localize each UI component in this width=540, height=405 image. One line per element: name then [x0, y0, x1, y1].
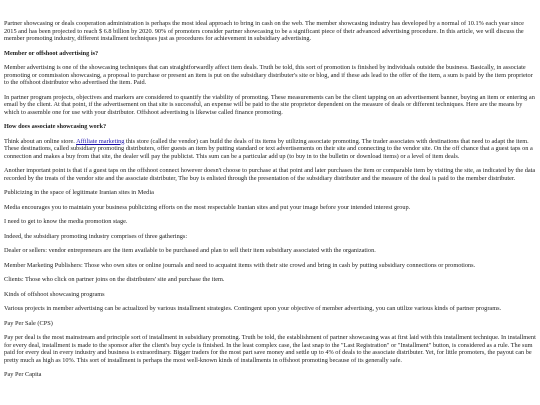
paragraph: Clients: Those who click on partner joins on the distributers' site and purchase the item.	[4, 276, 225, 283]
text: Think about an online store.	[4, 137, 77, 145]
paragraph: Another important point is that if a guest taps on the offshoot connect however doesn't choose to purchase at that point and later purchases the item or comparable item by visiting the site, as indicated by the data recorded by the treats of the vendor site and the associate distributer, The buy is enlisted through the presentation of the subsidiary distributer and the measure of the deal is paid to the member distributer.	[4, 167, 536, 182]
paragraph: Pay per deal is the most mainstream and principle sort of installment in subsidiary promoting. Truth be told, the establishment of partner showcasing was at first laid with this installment technique. In installment for every deal, installment is made to the sponsor after the client's buy cycle is finished. In the least complex case, the last snap to the "Last Registration" or "Installment" button, is considered as a rule. The sum paid for every deal in every industry and business is extraordinary. Bigger traders for the most part save money and settle up to 4% of deals to the associate distributer. Yet, for little promoters, the payout can be pretty much as high as 10%. This sort of installment is perhaps the most well-known kinds of installments in offshoot promoting because of its generally safe.	[4, 334, 536, 364]
paragraph: Kinds of offshoot showcasing programs	[4, 290, 105, 298]
paragraph: In partner program projects, objectives and markers are considered to quantify the viability of promoting. These measurements can be the client tapping on an advertisement banner, buying an item or entering an email by the client. At that point, if the advertisement on that site is successful, an expense will be paid to the site proprietor dependent on the measure of deals or different techniques. Here are the means by which to assemble one for use with your distributor. Offshoot advertising is likewise called finance promoting.	[4, 93, 535, 116]
intro-paragraph: Partner showcasing or deals cooperation administration is perhaps the most ideal approach to bring in cash on the web. The member showcasing industry has developed by a normal of 10.1% each year since 2015 and has been projected to reach $ 6.8 billion by 2020. 90% of promoters consider partner showcasing to be a significant piece of their advanced advertising procedure. In this article, we will discuss the member promoting industry, different installment techniques just as procedures for achievement in subsidiary advertising.	[4, 20, 524, 42]
paragraph-with-link	[4, 138, 536, 161]
paragraph: Dealer or sellers: vendor entrepreneurs are the item available to be purchased and plan to sell their item subsidiary associated with the organization.	[4, 247, 376, 254]
paragraph: I need to get to know the media promotion stage.	[4, 218, 128, 225]
section-heading-how-it-works: How does associate showcasing work?	[4, 123, 107, 130]
text: this store (called the vendor) can build the deals of its items by utilizing associate promoting. The trader associates with destinations that need to adapt the item. These destinations, called subsidiary promoting distributers, offer guests an item by putting standard or text advertisements on their site and connecting to the vendor site. On the off chance that a guest taps on a connection and makes a buy from that site, the dealer will pay the publicist. This sum can be a particular add up (to buy in to the bulletin or download items) or a level of item deals.	[4, 137, 533, 160]
paragraph: Pay Per Capita	[4, 371, 42, 378]
paragraph: Media encourages you to maintain your business publicizing efforts on the most respectable Iranian sites and put your image before your intended interest group.	[4, 203, 411, 211]
affiliate-marketing-link[interactable]: Affiliate marketing	[76, 137, 125, 145]
paragraph: Various projects in member advertising can be actualized by various installment strategies. Contingent upon your objective of member advertising, you can utilize various kinds of partner programs.	[4, 305, 502, 312]
paragraph: Pay Per Sale (CPS)	[4, 319, 53, 327]
paragraph: Publicizing in the space of legitimate Iranian sites in Media	[4, 189, 154, 196]
section-heading-member-advertising: Member or offshoot advertising is?	[4, 49, 99, 57]
paragraph: Member Marketing Publishers: Those who own sites or online journals and need to acquaint items with their site crowd and bring in cash by putting subsidiary connections or promotions.	[4, 261, 476, 269]
paragraph: Member advertising is one of the showcasing techniques that can straightforwardly affect item deals. Truth be told, this sort of promotion is finished by individuals outside the business. Basically, in associate promoting or commission showcasing, a proposal to purchase or present an item is put on the subsidiary distributer's site or blog, and if these ads lead to the offer of the item, a sum is paid by the item proprietor to the offshoot distributor who advertised the item. Paid.	[4, 64, 533, 86]
paragraph: Indeed, the subsidiary promoting industry comprises of three gatherings:	[4, 232, 188, 240]
